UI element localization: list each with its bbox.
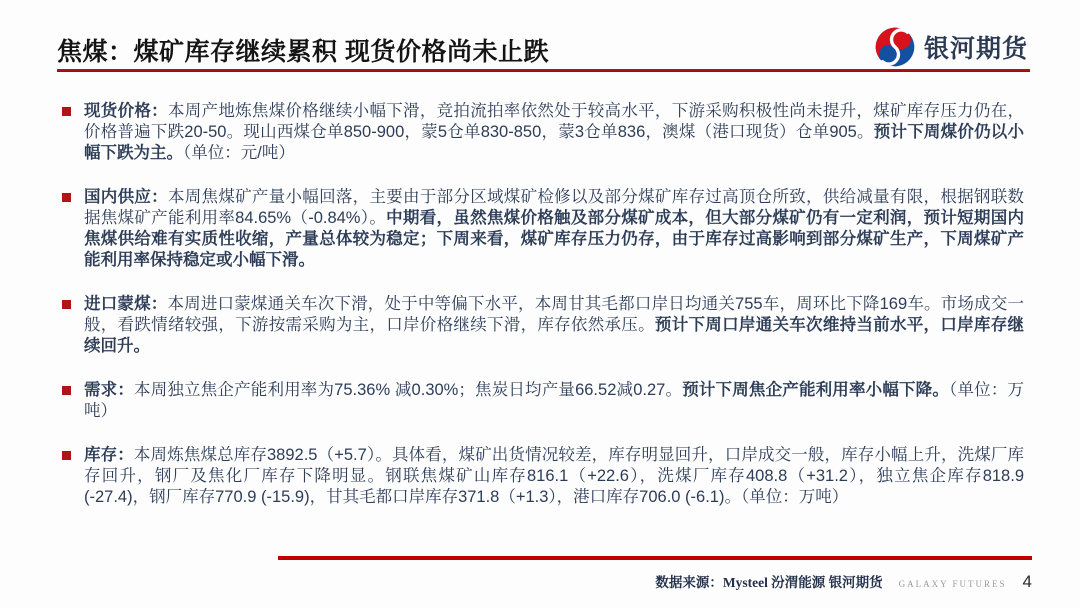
footer (655, 571, 1032, 592)
bullet-label: 国内供应： (84, 188, 168, 206)
bullet-square-icon (62, 300, 71, 309)
galaxy-swirl-icon (874, 26, 916, 68)
bullet-item (62, 445, 1024, 508)
bullet-segment: 本周产地炼焦煤价格继续小幅下滑，竞拍流拍率依然处于较高水平，下游采购积极性尚未提升，煤矿库存压力仍在，价格普遍下跌20-50。现山西煤仓单850-900，蒙5仓单830-850，蒙3仓单836，澳煤（港口现货）仓单905。 (84, 102, 1025, 141)
bullet-label: 需求： (84, 381, 135, 399)
page-number: 4 (1022, 572, 1032, 591)
bullet-text (84, 101, 1024, 164)
header (0, 0, 1080, 72)
logo-text: 银河期货 (923, 35, 1028, 63)
page-title: 焦煤：煤矿库存继续累积 现货价格尚未止跌 (57, 38, 549, 66)
bullet-text (84, 380, 1024, 422)
bullet-square-icon (62, 386, 71, 395)
footer-rule (278, 556, 1032, 560)
company-logo (874, 26, 1028, 68)
bullet-segment-bold: 预计下周口岸通关车次维持当前水平，口岸库存继续回升。 (84, 316, 1025, 355)
bullet-item (62, 294, 1024, 357)
bullet-text (84, 294, 1024, 357)
bullet-segment: 本周炼焦煤总库存3892.5（+5.7）。具体看，煤矿出货情况较差，库存明显回升，口岸成交一般，库存小幅上升，洗煤厂库存回升，钢厂及焦化厂库存下降明显。钢联焦煤矿山库存816.1（+22.6），洗煤厂库存408.8（+31.2），独立焦企库存818.9 (-27.4)，钢厂库存770.9 (-15.9)，甘其毛都口岸库存371.8（+1.3），港口库存706.0 (-6.1)。（单位：万吨） (84, 446, 1025, 506)
bullet-text (84, 187, 1024, 271)
bullet-label: 进口蒙煤： (84, 295, 168, 313)
bullet-text (84, 445, 1024, 508)
brand-text: GALAXY FUTURES (898, 579, 1007, 589)
bullet-item (62, 101, 1024, 164)
bullet-segment-bold: 中期看，虽然焦煤价格触及部分煤矿成本，但大部分煤矿仍有一定利润，预计短期国内焦煤供给难有实质性收缩，产量总体较为稳定；下周来看，煤矿库存压力仍存，由于库存过高影响到部分煤矿生产，下周煤矿产能利用率保持稳定或小幅下滑。 (84, 209, 1024, 269)
bullet-segment: （单位：万吨） (84, 381, 1025, 420)
bullet-item (62, 187, 1024, 271)
bullet-segment: 本周进口蒙煤通关车次下滑，处于中等偏下水平，本周甘其毛都口岸日均通关755车，周环比下降169车。市场成交一般，看跌情绪较强，下游按需采购为主，口岸价格继续下滑，库存依然承压。 (84, 295, 1024, 334)
bullet-segment-bold: 预计下周焦企产能利用率小幅下降。 (682, 381, 950, 399)
data-source-text: 数据来源：Mysteel 汾渭能源 银河期货 (655, 575, 883, 590)
bullet-segment: 本周独立焦企产能利用率为75.36% 减0.30%；焦炭日均产量66.52减0.27。 (134, 381, 683, 399)
bullet-label: 现货价格： (84, 102, 168, 120)
bullet-segment: （单位：元/吨） (183, 144, 295, 162)
bullet-square-icon (62, 107, 71, 116)
bullet-label: 库存： (84, 446, 134, 464)
bullet-segment: 本周焦煤矿产量小幅回落，主要由于部分区域煤矿检修以及部分煤矿库存过高顶仓所致，供给减量有限，根据钢联数据焦煤矿产能利用率84.65%（-0.84%）。 (84, 188, 1025, 227)
bullet-list (62, 101, 1024, 531)
bullet-square-icon (62, 193, 71, 202)
bullet-segment-bold: 预计下周煤价仍以小幅下跌为主。 (84, 123, 1024, 162)
title-underline (57, 69, 1030, 72)
bullet-item (62, 380, 1024, 422)
bullet-square-icon (62, 451, 71, 460)
